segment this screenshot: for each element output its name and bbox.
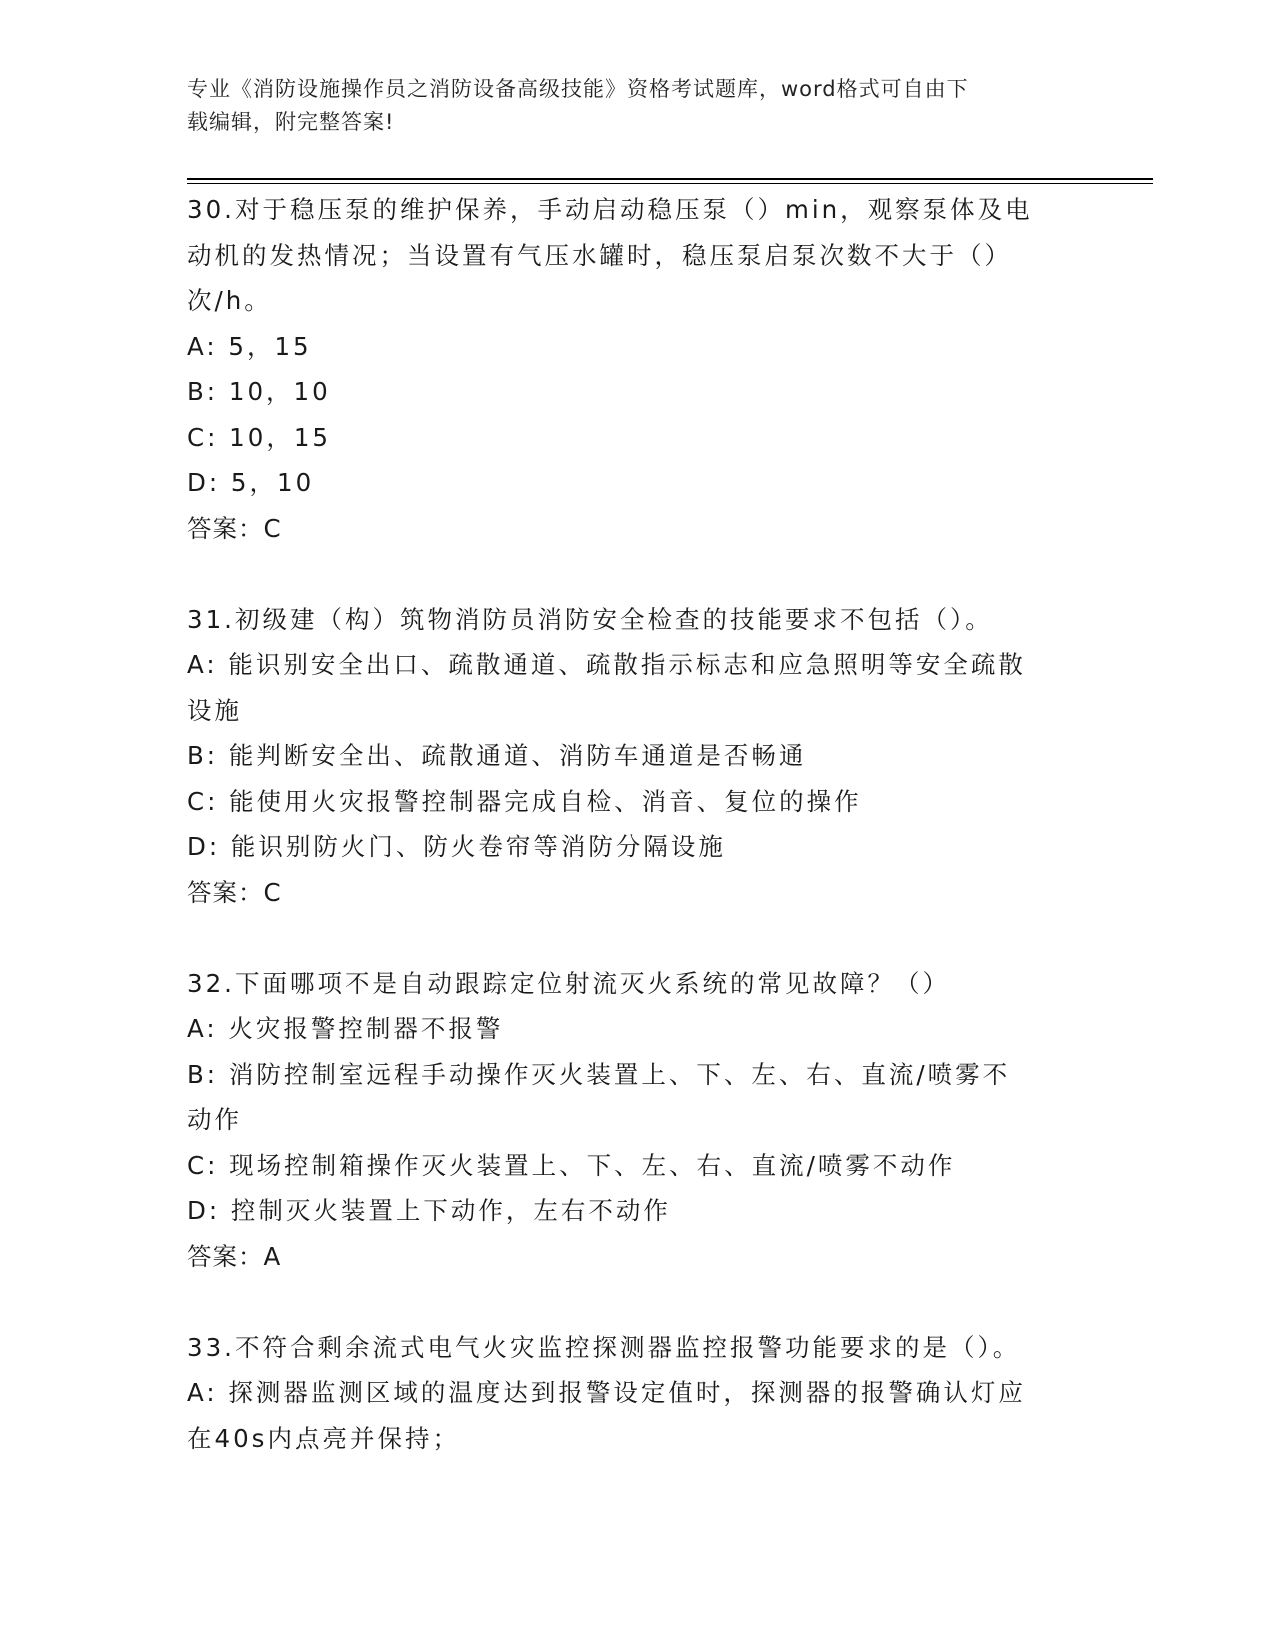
option-b: B: 消防控制室远程手动操作灭火装置上、下、左、右、直流/喷雾不: [187, 1059, 1011, 1089]
option-c: C: 10，15: [187, 422, 331, 452]
document-header: [187, 73, 1067, 139]
option-b: B: 能判断安全出、疏散通道、消防车通道是否畅通: [187, 741, 807, 770]
option-a: A: 5，15: [187, 331, 312, 361]
question-31: [187, 597, 1087, 916]
question-33: [187, 1325, 1087, 1462]
option-a: A: 探测器监测区域的温度达到报警设定值时，探测器的报警确认灯应: [187, 1378, 1026, 1407]
option-d: D: 能识别防火门、防火卷帘等消防分隔设施: [187, 832, 726, 861]
question-stem: 次/h。: [187, 286, 272, 315]
option-a: A: 火灾报警控制器不报警: [187, 1014, 504, 1043]
answer: 答案：C: [187, 513, 282, 543]
option-d: D: 控制灭火装置上下动作，左右不动作: [187, 1196, 671, 1225]
question-stem: 30.对于稳压泵的维护保养，手动启动稳压泵（）min，观察泵体及电: [187, 195, 1033, 224]
header-rule-thin: [187, 183, 1153, 184]
option-d: D: 5，10: [187, 468, 315, 497]
question-32: [187, 961, 1087, 1280]
option-a-continued: 设施: [187, 695, 242, 725]
option-a: A: 能识别安全出口、疏散通道、疏散指示标志和应急照明等安全疏散: [187, 650, 1026, 679]
option-a-continued: 在40s内点亮并保持；: [187, 1423, 460, 1453]
header-line: 专业《消防设施操作员之消防设备高级技能》资格考试题库，word格式可自由下: [187, 77, 969, 101]
answer: 答案：A: [187, 1241, 282, 1271]
question-list: [187, 187, 1087, 1507]
option-c: C: 能使用火灾报警控制器完成自检、消音、复位的操作: [187, 786, 862, 816]
header-line: 载编辑，附完整答案!: [187, 110, 395, 134]
question-30: [187, 187, 1087, 551]
answer: 答案：C: [187, 877, 282, 907]
header-rule-thick: [187, 178, 1153, 180]
question-stem: 31.初级建（构）筑物消防员消防安全检查的技能要求不包括（）。: [187, 604, 993, 634]
option-b-continued: 动作: [187, 1105, 242, 1134]
question-stem: 动机的发热情况；当设置有气压水罐时，稳压泵启泵次数不大于（）: [187, 240, 1012, 270]
question-stem: 32.下面哪项不是自动跟踪定位射流灭火系统的常见故障？（）: [187, 968, 950, 998]
option-c: C: 现场控制箱操作灭火装置上、下、左、右、直流/喷雾不动作: [187, 1150, 956, 1180]
option-b: B: 10，10: [187, 377, 331, 406]
question-stem: 33.不符合剩余流式电气火灾监控探测器监控报警功能要求的是（）。: [187, 1332, 1021, 1362]
